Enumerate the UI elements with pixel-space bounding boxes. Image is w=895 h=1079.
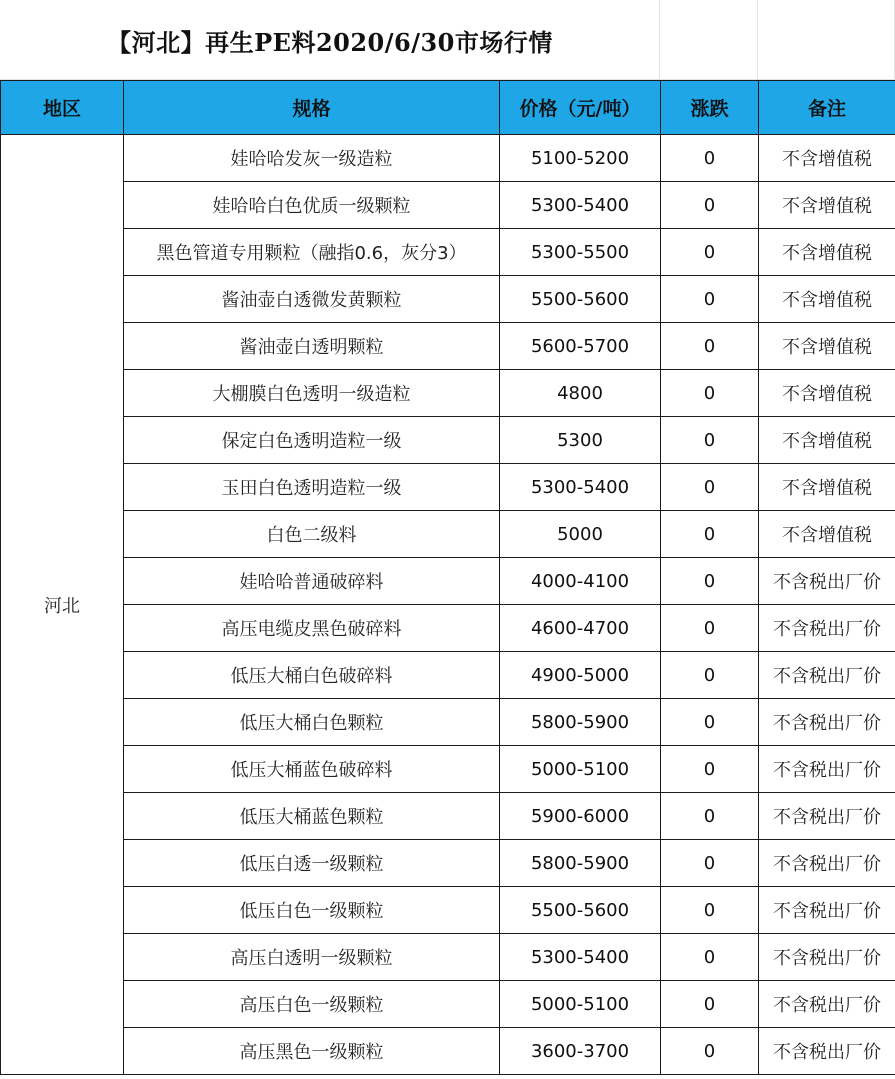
- change-cell[interactable]: 0: [661, 276, 759, 323]
- price-cell[interactable]: 4600-4700: [500, 605, 661, 652]
- table-row: [1, 464, 895, 511]
- note-cell[interactable]: 不含税出厂价: [759, 652, 895, 699]
- price-cell[interactable]: 5500-5600: [500, 276, 661, 323]
- price-cell[interactable]: 4800: [500, 370, 661, 417]
- spec-cell[interactable]: 低压白色一级颗粒: [124, 887, 500, 934]
- spec-cell[interactable]: 低压白透一级颗粒: [124, 840, 500, 887]
- title-cell-empty[interactable]: [758, 0, 895, 80]
- price-cell[interactable]: 3600-3700: [500, 1028, 661, 1075]
- spec-cell[interactable]: 酱油壶白透微发黄颗粒: [124, 276, 500, 323]
- change-cell[interactable]: 0: [661, 511, 759, 558]
- note-cell[interactable]: 不含增值税: [759, 276, 895, 323]
- price-cell[interactable]: 5300-5500: [500, 229, 661, 276]
- table-body: [1, 135, 895, 1075]
- table-row: [1, 135, 895, 182]
- table-row: [1, 699, 895, 746]
- change-cell[interactable]: 0: [661, 182, 759, 229]
- table-row: [1, 417, 895, 464]
- spec-cell[interactable]: 高压白色一级颗粒: [124, 981, 500, 1028]
- note-cell[interactable]: 不含增值税: [759, 464, 895, 511]
- change-cell[interactable]: 0: [661, 746, 759, 793]
- price-cell[interactable]: 5900-6000: [500, 793, 661, 840]
- price-cell[interactable]: 5300-5400: [500, 934, 661, 981]
- header-change[interactable]: 涨跌: [661, 81, 759, 135]
- table-row: [1, 558, 895, 605]
- change-cell[interactable]: 0: [661, 464, 759, 511]
- spec-cell[interactable]: 高压电缆皮黑色破碎料: [124, 605, 500, 652]
- note-cell[interactable]: 不含增值税: [759, 229, 895, 276]
- note-cell[interactable]: 不含税出厂价: [759, 793, 895, 840]
- note-cell[interactable]: 不含增值税: [759, 182, 895, 229]
- table-row: [1, 182, 895, 229]
- spec-cell[interactable]: 白色二级料: [124, 511, 500, 558]
- table-row: [1, 793, 895, 840]
- price-cell[interactable]: 5800-5900: [500, 840, 661, 887]
- page-title: 【河北】再生PE料2020/6/30市场行情: [107, 27, 553, 57]
- change-cell[interactable]: 0: [661, 840, 759, 887]
- price-cell[interactable]: 4000-4100: [500, 558, 661, 605]
- change-cell[interactable]: 0: [661, 370, 759, 417]
- note-cell[interactable]: 不含增值税: [759, 511, 895, 558]
- table-row: [1, 934, 895, 981]
- note-cell[interactable]: 不含增值税: [759, 417, 895, 464]
- note-cell[interactable]: 不含税出厂价: [759, 746, 895, 793]
- spec-cell[interactable]: 高压白透明一级颗粒: [124, 934, 500, 981]
- price-cell[interactable]: 5300-5400: [500, 182, 661, 229]
- note-cell[interactable]: 不含增值税: [759, 135, 895, 182]
- header-price[interactable]: 价格（元/吨）: [500, 81, 661, 135]
- note-cell[interactable]: 不含增值税: [759, 370, 895, 417]
- header-note[interactable]: 备注: [759, 81, 895, 135]
- note-cell[interactable]: 不含税出厂价: [759, 981, 895, 1028]
- note-cell[interactable]: 不含税出厂价: [759, 1028, 895, 1075]
- table-row: [1, 276, 895, 323]
- note-cell[interactable]: 不含税出厂价: [759, 934, 895, 981]
- change-cell[interactable]: 0: [661, 699, 759, 746]
- price-cell[interactable]: 5100-5200: [500, 135, 661, 182]
- change-cell[interactable]: 0: [661, 417, 759, 464]
- title-cell-empty[interactable]: [660, 0, 758, 80]
- change-cell[interactable]: 0: [661, 981, 759, 1028]
- price-cell[interactable]: 5000-5100: [500, 981, 661, 1028]
- change-cell[interactable]: 0: [661, 229, 759, 276]
- table-row: [1, 887, 895, 934]
- table-row: [1, 323, 895, 370]
- spec-cell[interactable]: 高压黑色一级颗粒: [124, 1028, 500, 1075]
- spec-cell[interactable]: 玉田白色透明造粒一级: [124, 464, 500, 511]
- spec-cell[interactable]: 保定白色透明造粒一级: [124, 417, 500, 464]
- spec-cell[interactable]: 低压大桶蓝色颗粒: [124, 793, 500, 840]
- change-cell[interactable]: 0: [661, 887, 759, 934]
- price-table: [0, 80, 895, 1075]
- price-cell[interactable]: 5500-5600: [500, 887, 661, 934]
- table-row: [1, 605, 895, 652]
- change-cell[interactable]: 0: [661, 605, 759, 652]
- spec-cell[interactable]: 娃哈哈发灰一级造粒: [124, 135, 500, 182]
- spec-cell[interactable]: 低压大桶白色破碎料: [124, 652, 500, 699]
- region-cell[interactable]: 河北: [1, 135, 124, 1075]
- table-row: [1, 229, 895, 276]
- change-cell[interactable]: 0: [661, 135, 759, 182]
- price-cell[interactable]: 5300-5400: [500, 464, 661, 511]
- table-row: [1, 370, 895, 417]
- note-cell[interactable]: 不含税出厂价: [759, 605, 895, 652]
- note-cell[interactable]: 不含增值税: [759, 323, 895, 370]
- change-cell[interactable]: 0: [661, 323, 759, 370]
- spec-cell[interactable]: 大棚膜白色透明一级造粒: [124, 370, 500, 417]
- table-row: [1, 840, 895, 887]
- header-spec[interactable]: 规格: [124, 81, 500, 135]
- table-row: [1, 511, 895, 558]
- note-cell[interactable]: 不含税出厂价: [759, 699, 895, 746]
- spec-cell[interactable]: 娃哈哈普通破碎料: [124, 558, 500, 605]
- table-row: [1, 746, 895, 793]
- change-cell[interactable]: 0: [661, 558, 759, 605]
- change-cell[interactable]: 0: [661, 934, 759, 981]
- spec-cell[interactable]: 黑色管道专用颗粒（融指0.6，灰分3）: [124, 229, 500, 276]
- title-row: [0, 0, 895, 80]
- note-cell[interactable]: 不含税出厂价: [759, 887, 895, 934]
- price-cell[interactable]: 4900-5000: [500, 652, 661, 699]
- price-cell[interactable]: 5600-5700: [500, 323, 661, 370]
- spec-cell[interactable]: 娃哈哈白色优质一级颗粒: [124, 182, 500, 229]
- change-cell[interactable]: 0: [661, 1028, 759, 1075]
- table-row: [1, 981, 895, 1028]
- spec-cell[interactable]: 低压大桶蓝色破碎料: [124, 746, 500, 793]
- note-cell[interactable]: 不含税出厂价: [759, 558, 895, 605]
- table-row: [1, 1028, 895, 1075]
- price-cell[interactable]: 5000: [500, 511, 661, 558]
- table-row: [1, 652, 895, 699]
- change-cell[interactable]: 0: [661, 652, 759, 699]
- price-cell[interactable]: 5800-5900: [500, 699, 661, 746]
- spec-cell[interactable]: 酱油壶白透明颗粒: [124, 323, 500, 370]
- note-cell[interactable]: 不含税出厂价: [759, 840, 895, 887]
- price-cell[interactable]: 5300: [500, 417, 661, 464]
- header-row: [1, 81, 895, 135]
- spec-cell[interactable]: 低压大桶白色颗粒: [124, 699, 500, 746]
- price-cell[interactable]: 5000-5100: [500, 746, 661, 793]
- header-region[interactable]: 地区: [1, 81, 124, 135]
- change-cell[interactable]: 0: [661, 793, 759, 840]
